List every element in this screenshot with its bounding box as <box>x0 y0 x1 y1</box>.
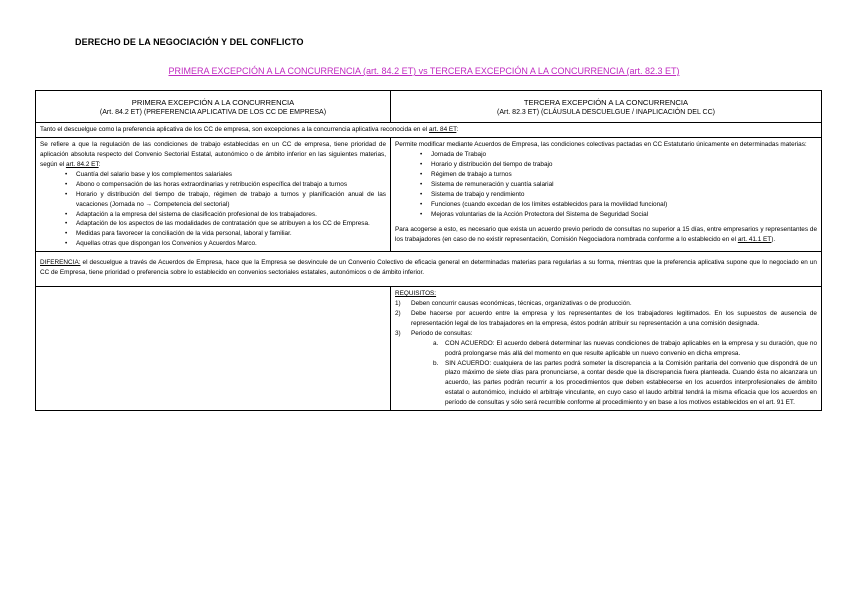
art-84-2-link: art. 84.2 ET <box>65 160 99 168</box>
list-item: • Cuantía del salario base y los complementos salariales <box>76 170 386 180</box>
list-item: • Medidas para favorecer la conciliación de la vida personal, laboral y familiar. <box>76 229 386 239</box>
right-header-sub: (Art. 82.3 ET) (CLÁUSULA DESCUELGUE / INAPLICACIÓN DEL CC) <box>497 109 715 116</box>
right-outro-text: Para acogerse a esto, es necesario que exista un acuerdo previo periodo de consultas no superior a 15 días, entre empresarios y representantes de los trabajadores (en caso de no existir representación, Comisión Negociadora nombrada conforme a lo establecido en el <box>395 226 817 244</box>
list-item <box>433 339 817 359</box>
diferencia-text: el descuelgue a través de Acuerdos de Empresa, hace que la Empresa se desvincule de un Convenio Colectivo de eficacia general en determinadas materias para regularlas a su forma, mientras que la preferencia aplicativa supone que lo negociado en un CC de Empresa, tiene prioridad o preferencia sobre lo establecido en convenios sectoriales estatales, autonómicos o de ámbito inferior. <box>40 259 817 277</box>
art-84-link: art. 84 ET <box>429 126 457 134</box>
comparison-table <box>35 90 822 411</box>
item-letter: a. <box>433 339 439 347</box>
consultas-list <box>395 339 817 408</box>
item-text: El acuerdo deberá determinar las nuevas condiciones de trabajo aplicables en la empresa y su duración, que no podrá prolongarse más allá del momento en que resulte aplicable un nuevo convenio en dicha empresa. <box>445 339 817 357</box>
diferencia-cell <box>36 252 822 287</box>
right-column-header <box>391 91 822 123</box>
list-item <box>395 309 817 329</box>
requisitos-cell <box>391 287 822 411</box>
shared-note <box>36 123 822 138</box>
item-text: Deben concurrir causas económicas, técnicas, organizativas o de producción. <box>411 299 632 307</box>
requisitos-row <box>36 287 822 411</box>
left-intro-end: : <box>98 160 101 168</box>
item-label: CON ACUERDO: <box>445 339 495 347</box>
right-outro-end: ). <box>771 236 776 244</box>
left-materias-list <box>40 170 386 249</box>
item-text: Debe hacerse por acuerdo entre la empresa y los representantes de los trabajadores legitimados. En los supuestos de ausencia de representación legal de los trabajadores en la empresa, éstos podrán atribuir su representación a una comisión designada. <box>411 309 817 327</box>
list-item: • Funciones (cuando excedan de los límites establecidos para la movilidad funcional) <box>431 200 817 210</box>
list-item: • Abono o compensación de las horas extraordinarias y retribución específica del trabajo a turnos <box>76 180 386 190</box>
list-item: • Horario y distribución del tiempo de trabajo <box>431 160 817 170</box>
empty-left-cell <box>36 287 391 411</box>
list-item: • Horario y distribución del tiempo de trabajo, régimen de trabajo a turnos y planificación anual de las vacaciones (Jornada no → Competencia del sectorial) <box>76 190 386 210</box>
document-subtitle: PRIMERA EXCEPCIÓN A LA CONCURRENCIA (art. 84.2 ET) vs TERCERA EXCEPCIÓN A LA CONCURRENCIA (art. 82.3 ET) <box>168 66 680 76</box>
left-header-sub: (Art. 84.2 ET) (PREFERENCIA APLICATIVA DE LOS CC DE EMPRESA) <box>99 109 327 116</box>
right-materias-list <box>395 150 817 219</box>
left-column-header <box>36 91 391 123</box>
left-intro-text: Se refiere a que la regulación de las condiciones de trabajo establecidas en un CC de empresa, tiene prioridad de aplicación absoluta respecto del Convenio Sectorial Estatal, autonómico o de ámbito inferior en las siguientes materias, según el <box>40 141 386 168</box>
left-header-title: PRIMERA EXCEPCIÓN A LA CONCURRENCIA <box>131 98 295 107</box>
item-number: 1) <box>395 299 401 307</box>
list-item: • Sistema de trabajo y rendimiento <box>431 190 817 200</box>
list-item <box>395 329 817 339</box>
right-header-title: TERCERA EXCEPCIÓN A LA CONCURRENCIA <box>523 98 689 107</box>
list-item: • Mejoras voluntarias de la Acción Protectora del Sistema de Seguridad Social <box>431 210 817 220</box>
art-41-1-link: art. 41.1 ET <box>737 236 772 244</box>
item-label: SIN ACUERDO: <box>445 359 492 367</box>
shared-text: Tanto el descuelgue como la preferencia aplicativa de los CC de empresa, son excepciones a la concurrencia aplicativa reconocida en el <box>40 126 429 134</box>
list-item: • Régimen de trabajo a turnos <box>431 170 817 180</box>
item-letter: b. <box>433 359 439 367</box>
list-item <box>433 359 818 409</box>
item-number: 2) <box>395 309 401 317</box>
list-item: • Sistema de remuneración y cuantía salarial <box>431 180 817 190</box>
left-body-cell <box>36 138 391 252</box>
list-item: • Jornada de Trabajo <box>431 150 817 160</box>
list-item: • Adaptación a la empresa del sistema de clasificación profesional de los trabajadores. <box>76 210 386 220</box>
item-number: 3) <box>395 329 401 337</box>
item-text: cualquiera de las partes podrá someter la discrepancia a la Comisión paritaria del convenio que dispondrá de un plazo máximo de siete días para pronunciarse, a contar desde que la discrepancia fuera planteada. Cuando ésta no alcanzara un acuerdo, las partes podrán recurrir a los procedimientos que deben establecerse en los acuerdos interprofesionales de ámbito estatal o autonómico, incluido el arbitraje vinculante, en cuyo caso el laudo arbitral tendrá la misma eficacia que los acuerdos en período de consultas y sólo será recurrible conforme al procedimiento y en base a los motivos establecidos en el art. 91 ET. <box>445 359 818 407</box>
right-intro: Permite modificar mediante Acuerdos de Empresa, las condiciones colectivas pactadas en CC Estatutario únicamente en determinadas materias: <box>395 141 807 149</box>
shared-end: : <box>456 126 459 134</box>
right-body-cell <box>391 138 822 252</box>
requisitos-list <box>395 299 817 339</box>
header-row <box>36 91 822 123</box>
requisitos-label: REQUISITOS: <box>395 290 437 298</box>
diferencia-label: DIFERENCIA: <box>40 259 81 267</box>
document-title: DERECHO DE LA NEGOCIACIÓN Y DEL CONFLICTO <box>75 37 304 47</box>
left-intro <box>40 140 386 170</box>
right-outro <box>395 225 817 245</box>
list-item: • Aquellas otras que dispongan los Convenios y Acuerdos Marco. <box>76 239 386 249</box>
list-item: • Adaptación de los aspectos de las modalidades de contratación que se atribuyen a los CC de Empresa. <box>76 219 386 229</box>
body-row <box>36 138 822 252</box>
diferencia-row <box>36 252 822 287</box>
shared-row <box>36 123 822 138</box>
list-item <box>395 299 817 309</box>
item-text: Periodo de consultas: <box>411 329 473 337</box>
